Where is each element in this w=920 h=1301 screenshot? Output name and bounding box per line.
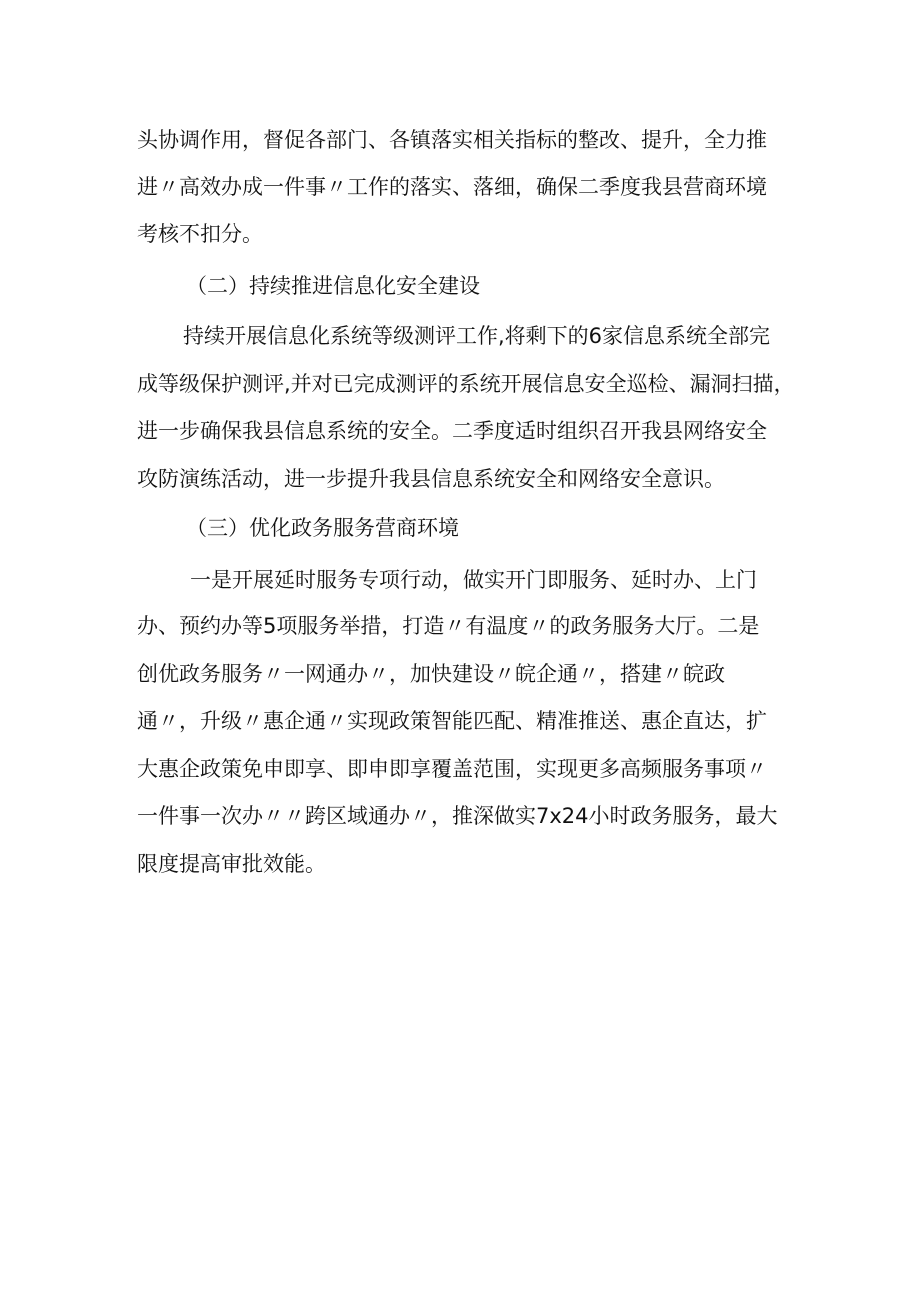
paragraph-line: 攻防演练活动，进一步提升我县信息系统安全和网络安全意识。 <box>137 467 725 491</box>
paragraph-line: 进〃高效办成一件事〃工作的落实、落细，确保二季度我县营商环境 <box>137 175 767 199</box>
paragraph-line: 创优政务服务〃一网通办〃，加快建设〃皖企通〃，搭建〃皖政 <box>137 662 725 686</box>
section-heading-3: （三）优化政务服务营商环境 <box>186 516 459 540</box>
paragraph-line: 通〃，升级〃惠企通〃实现政策智能匹配、精准推送、惠企直达，扩 <box>137 709 767 733</box>
paragraph-line: 办、预约办等5项服务举措，打造〃有温度〃的政务服务大厅。二是 <box>137 614 760 638</box>
paragraph-line: 大惠企政策免申即享、即申即享覆盖范围，实现更多高频服务事项〃 <box>137 757 767 781</box>
paragraph-line: 一件事一次办〃〃跨区域通办〃，推深做实7x24小时政务服务，最大 <box>137 804 778 828</box>
paragraph-line: 考核不扣分。 <box>137 222 263 246</box>
paragraph-line: 一是开展延时服务专项行动，做实开门即服务、延时办、上门 <box>190 568 757 592</box>
paragraph-line: 持续开展信息化系统等级测评工作,将剩下的6家信息系统全部完 <box>183 324 771 348</box>
paragraph-line: 限度提高审批效能。 <box>137 852 326 876</box>
section-heading-2: （二）持续推进信息化安全建设 <box>186 274 480 298</box>
paragraph-line: 进一步确保我县信息系统的安全。二季度适时组织召开我县网络安全 <box>137 419 767 443</box>
paragraph-line: 头协调作用，督促各部门、各镇落实相关指标的整改、提升，全力推 <box>137 128 767 152</box>
paragraph-line: 成等级保护测评,并对已完成测评的系统开展信息安全巡检、漏洞扫描， <box>137 372 795 396</box>
